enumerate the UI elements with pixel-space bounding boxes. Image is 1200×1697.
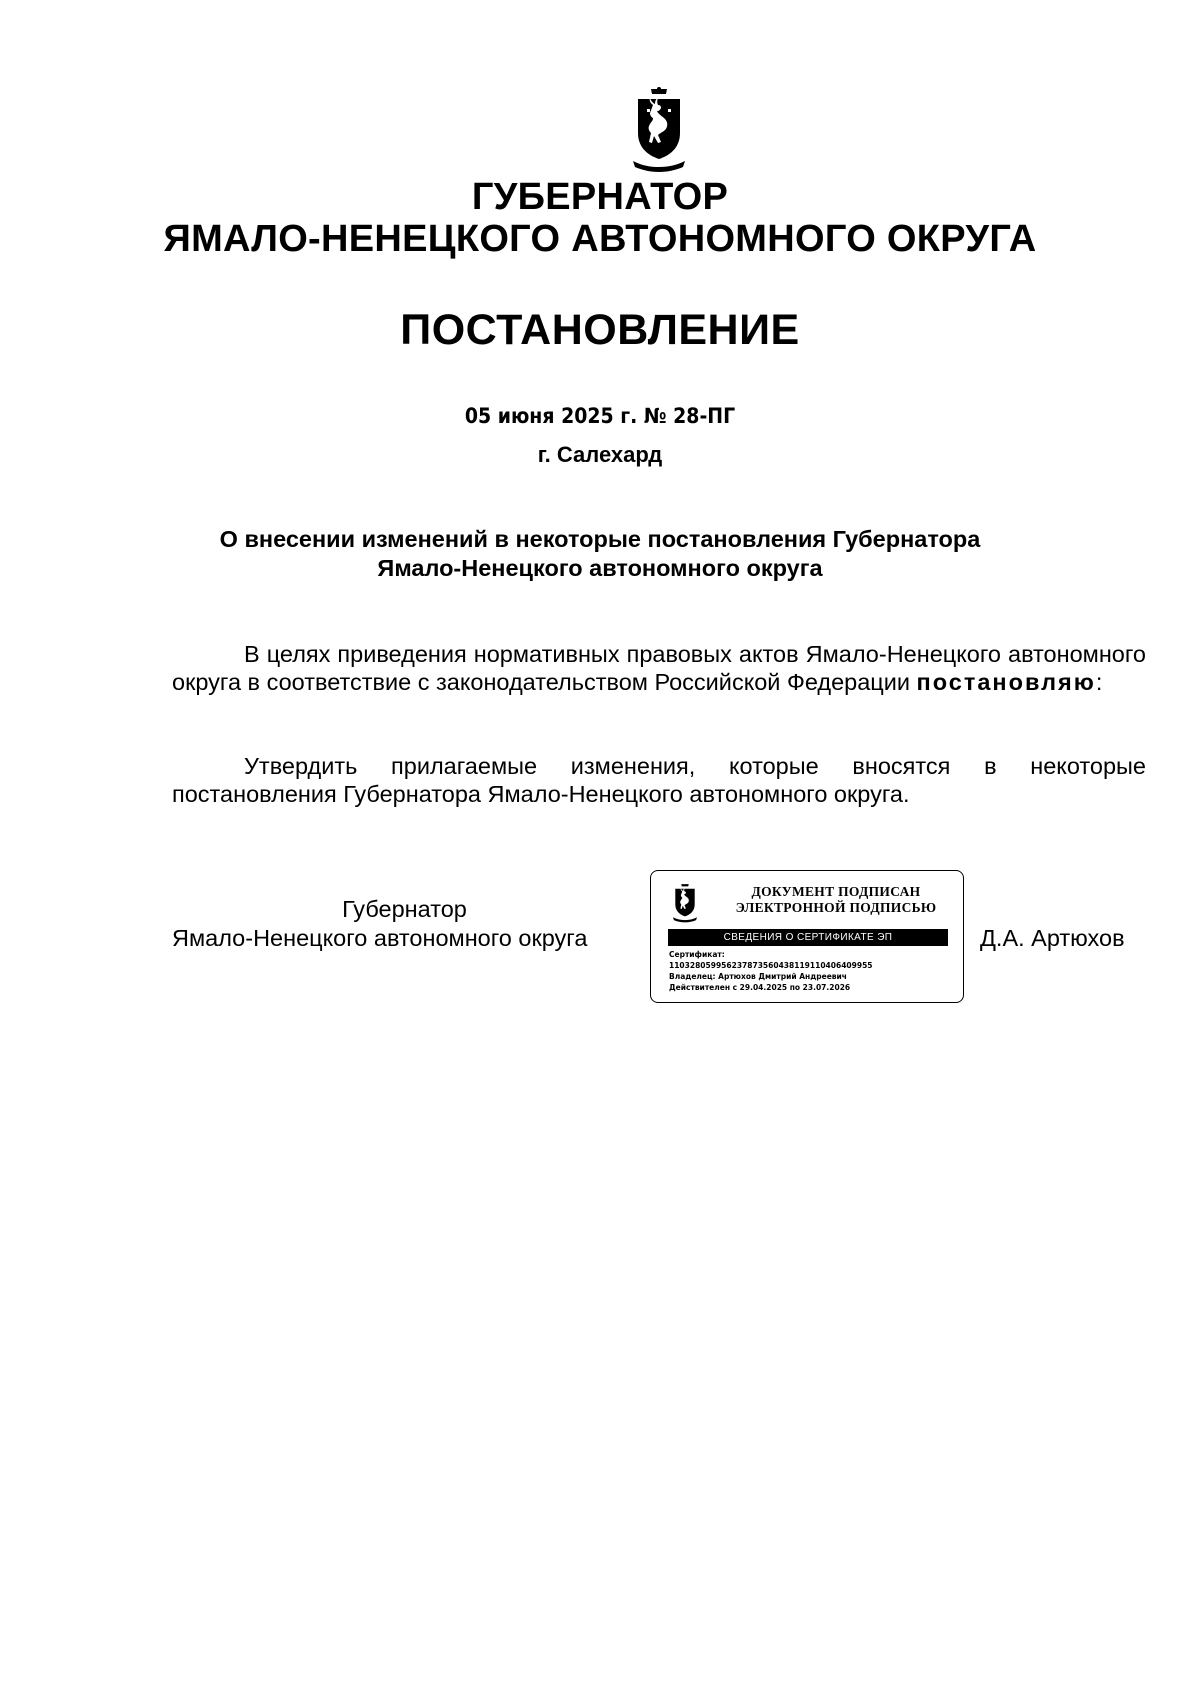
preamble-colon: : bbox=[1095, 669, 1103, 695]
document-type: ПОСТАНОВЛЕНИЕ bbox=[400, 306, 800, 354]
electronic-signature-stamp bbox=[650, 870, 964, 1003]
subject-line-1: О внесении изменений в некоторые постановления Губернатора bbox=[219, 526, 981, 552]
subject-line-2: Ямало-Ненецкого автономного округа bbox=[377, 555, 823, 581]
signatory-title: Губернатор bbox=[342, 896, 467, 922]
signatory-region: Ямало-Ненецкого автономного округа bbox=[172, 925, 588, 951]
stamp-certificate-label: Сертификат: bbox=[669, 950, 725, 959]
stamp-certificate-bar: СВЕДЕНИЯ О СЕРТИФИКАТЕ ЭП bbox=[668, 929, 948, 946]
stamp-owner: Владелец: Артюхов Дмитрий Андреевич bbox=[669, 972, 847, 981]
authority-region: ЯМАЛО-НЕНЕЦКОГО АВТОНОМНОГО ОКРУГА bbox=[163, 218, 1037, 260]
decree-keyword: постановляю bbox=[916, 669, 1096, 695]
preamble-text: В целях приведения нормативных правовых актов Ямало-Ненецкого автономного округа в соответствие с законодательством Российской Федерации bbox=[172, 641, 1146, 695]
yamal-coat-of-arms-icon bbox=[673, 883, 697, 923]
signatory-name: Д.А. Артюхов bbox=[980, 925, 1125, 951]
authority-title: ГУБЕРНАТОР bbox=[471, 176, 729, 218]
resolution-paragraph: Утвердить прилагаемые изменения, которые вносятся в некоторые постановления Губернатора Ямало-Ненецкого автономного округа. bbox=[172, 753, 1146, 807]
preamble-paragraph bbox=[172, 640, 1146, 696]
stamp-heading-1: ДОКУМЕНТ ПОДПИСАН bbox=[751, 884, 921, 899]
stamp-validity: Действителен с 29.04.2025 по 23.07.2026 bbox=[669, 983, 851, 992]
yamal-coat-of-arms-icon bbox=[633, 87, 685, 173]
stamp-certificate-number: 110328059956237873560438119110406409955 bbox=[669, 961, 873, 970]
date-and-number: 05 июня 2025 г. № 28-ПГ bbox=[464, 404, 736, 428]
stamp-heading-2: ЭЛЕКТРОННОЙ ПОДПИСЬЮ bbox=[735, 900, 937, 915]
city: г. Салехард bbox=[537, 442, 663, 467]
signatory-position bbox=[172, 895, 637, 953]
